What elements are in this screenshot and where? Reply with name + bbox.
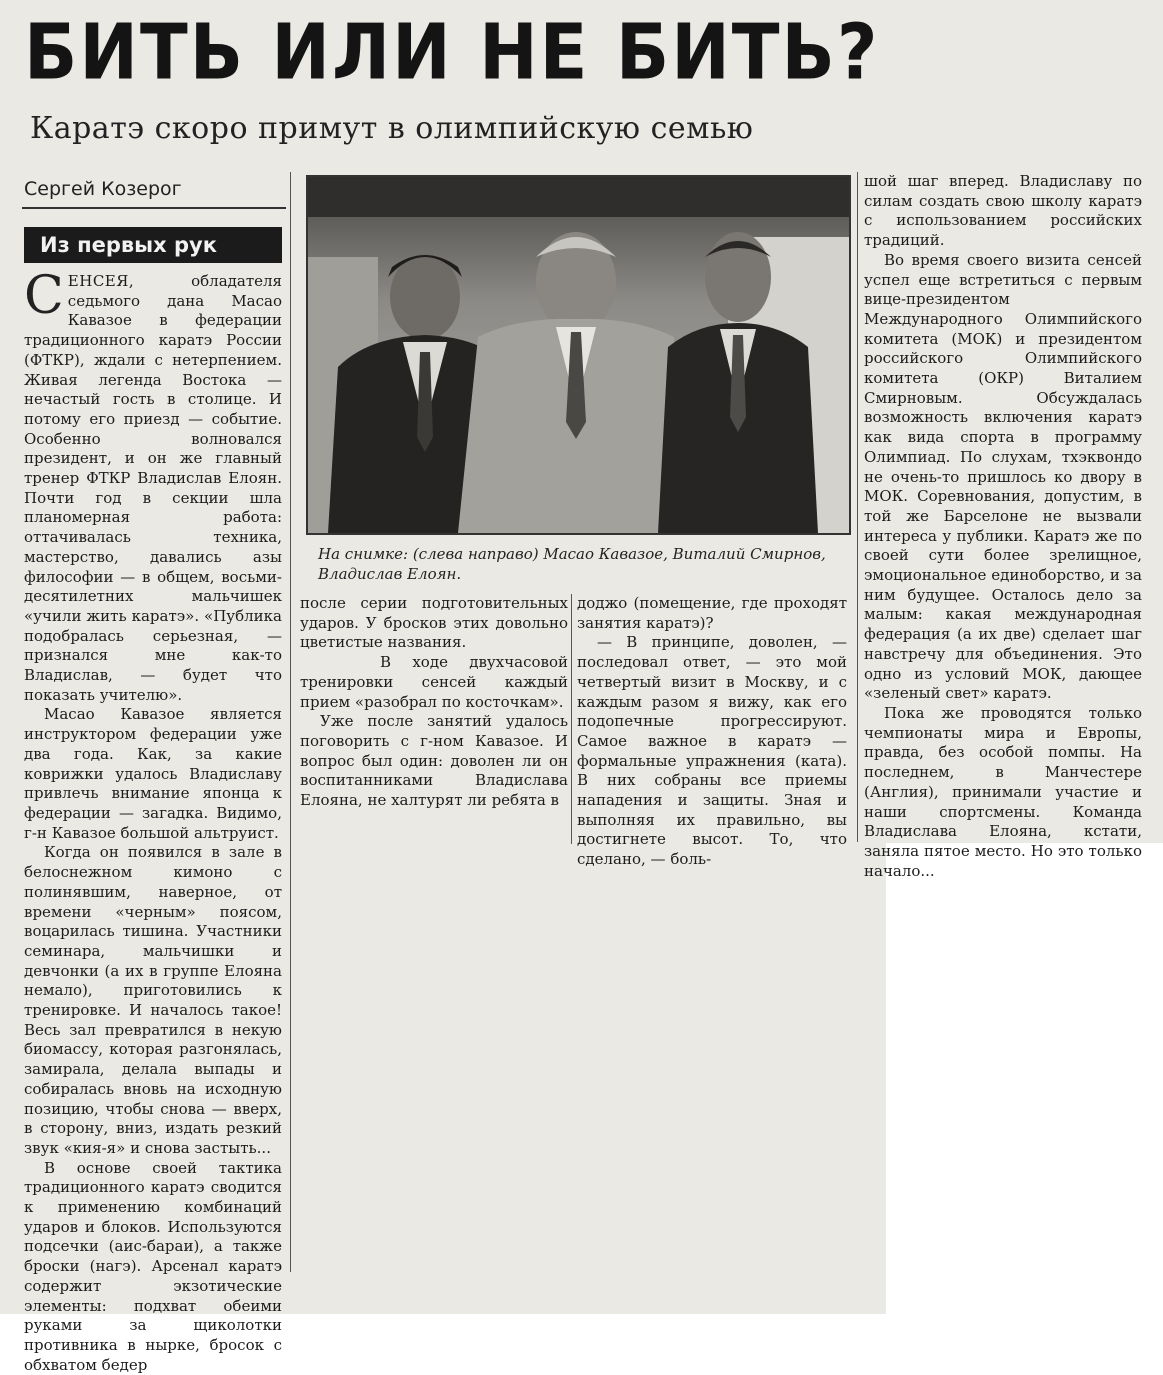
rubric-label: Из первых рук bbox=[24, 227, 282, 263]
paragraph: Масао Кавазое является инструктором федерации уже два года. Как, за какие коврижки удалось Владиславу привлечь внимание японца к федерации — загадка. Видимо, г-н Кавазое большой альтруист. bbox=[24, 705, 282, 842]
column-divider bbox=[857, 172, 858, 842]
paragraph: обладателя седьмого дана Масао Кавазое в федерации традиционного каратэ России (ФТКР), ждали с нетерпением. Живая легенда Востока — нечастый гость в столице. И потому его приезд — событие. Особенно волновался президент, и он же главный тренер ФТКР Владислав Елоян. Почти год в секции шла планомерная работа: оттачивалась техника, мастерство, давались азы философии — в общем, восьми-десятилетних мальчишек «учили жить каратэ». «Публика подобралась серьезная, — признался мне как-то Владислав, — будет что показать учителю». bbox=[24, 272, 282, 704]
subtitle: Каратэ скоро примут в олимпийскую семью bbox=[30, 111, 754, 146]
paragraph: В ходе двухчасовой тренировки сенсей каждый прием «разобрал по косточкам». bbox=[300, 653, 568, 711]
paragraph: шой шаг вперед. Владиславу по силам создать свою школу каратэ с использованием российских традиций. bbox=[864, 172, 1142, 250]
paragraph: Во время своего визита сенсей успел еще встретиться с первым вице-президентом Международного Олимпийского комитета (МОК) и президентом российского Олимпийского комитета (ОКР) Виталием Смирновым. Обсуждалась возможность включения каратэ как вида спорта в программу Олимпиад. По слухам, тхэквондо не очень-то пришлось ко двору в МОК. Соревнования, допустим, в той же Барселоне не вызвали интереса у публики. Каратэ же по своей сути более зрелищное, эмоциональное единоборство, и за ним будущее. Осталось дело за малым: какая международная федерация (а их две) сделает шаг навстречу для объединения. Это одно из условий МОК, дающее «зеленый свет» каратэ. bbox=[864, 250, 1142, 703]
article-column-4 bbox=[864, 172, 1142, 881]
paragraph: В основе своей тактика традиционного каратэ сводится к применению комбинаций ударов и блоков. Используются подсечки (аис-бараи), а также броски (нагэ). Арсенал каратэ содержит экзотические элементы: подхват обеими руками за щиколотки противника в нырке, бросок с обхватом бедер bbox=[24, 1158, 282, 1374]
photo-caption: На снимке: (слева направо) Масао Кавазое, Виталий Смирнов, Владислав Елоян. bbox=[318, 545, 826, 583]
paragraph: после серии подготовительных ударов. У бросков этих довольно цветистые названия. bbox=[300, 594, 568, 652]
byline-rule bbox=[22, 207, 286, 209]
author-byline: Сергей Козерог bbox=[24, 178, 182, 200]
article-column-2 bbox=[300, 594, 568, 811]
headline: БИТЬ ИЛИ НЕ БИТЬ? bbox=[24, 7, 880, 98]
lead-caps: ЕНСЕЯ, bbox=[67, 272, 135, 290]
article-column-1 bbox=[24, 266, 282, 1375]
paragraph: Пока же проводятся только чемпионаты мира и Европы, правда, без особой помпы. На последнем, в Манчестере (Англия), принимали участие и наши спортсмены. Команда Владислава Елояна, кстати, заняла пятое место. Но это только начало... bbox=[864, 703, 1142, 880]
blank-cutout-area bbox=[886, 843, 1163, 1314]
photo bbox=[306, 175, 851, 535]
paragraph: Когда он появился в зале в белоснежном кимоно с полинявшим, наверное, от времени «черным» поясом, воцарилась тишина. Участники семинара, мальчишки и девчонки (а их в группе Елояна немало), приготовились к тренировке. И началось такое! Весь зал превратился в некую биомассу, которая разгонялась, замирала, делала выпады и собиралась вновь на исходную позицию, чтобы снова — вверх, в сторону, вниз, издать резкий звук «кия-я» и снова застыть... bbox=[24, 843, 282, 1157]
paragraph: доджо (помещение, где проходят занятия каратэ)? bbox=[577, 594, 847, 632]
paragraph: Уже после занятий удалось поговорить с г-ном Кавазое. И вопрос был один: доволен ли он воспитанниками Владислава Елояна, не халтурят ли ребята в bbox=[300, 712, 568, 810]
drop-cap: С bbox=[24, 266, 64, 326]
article-column-3 bbox=[577, 594, 847, 870]
column-divider bbox=[571, 594, 572, 844]
photo-image bbox=[308, 177, 849, 533]
paragraph: — В принципе, доволен, — последовал ответ, — это мой четвертый визит в Москву, и с каждым разом я вижу, как его подопечные прогрессируют. Самое важное в каратэ — формальные упражнения (ката). В них собраны все приемы нападения и защиты. Зная и выполняя их правильно, вы достигнете высот. То, что сделано, — боль- bbox=[577, 633, 847, 869]
column-divider bbox=[290, 172, 291, 1272]
